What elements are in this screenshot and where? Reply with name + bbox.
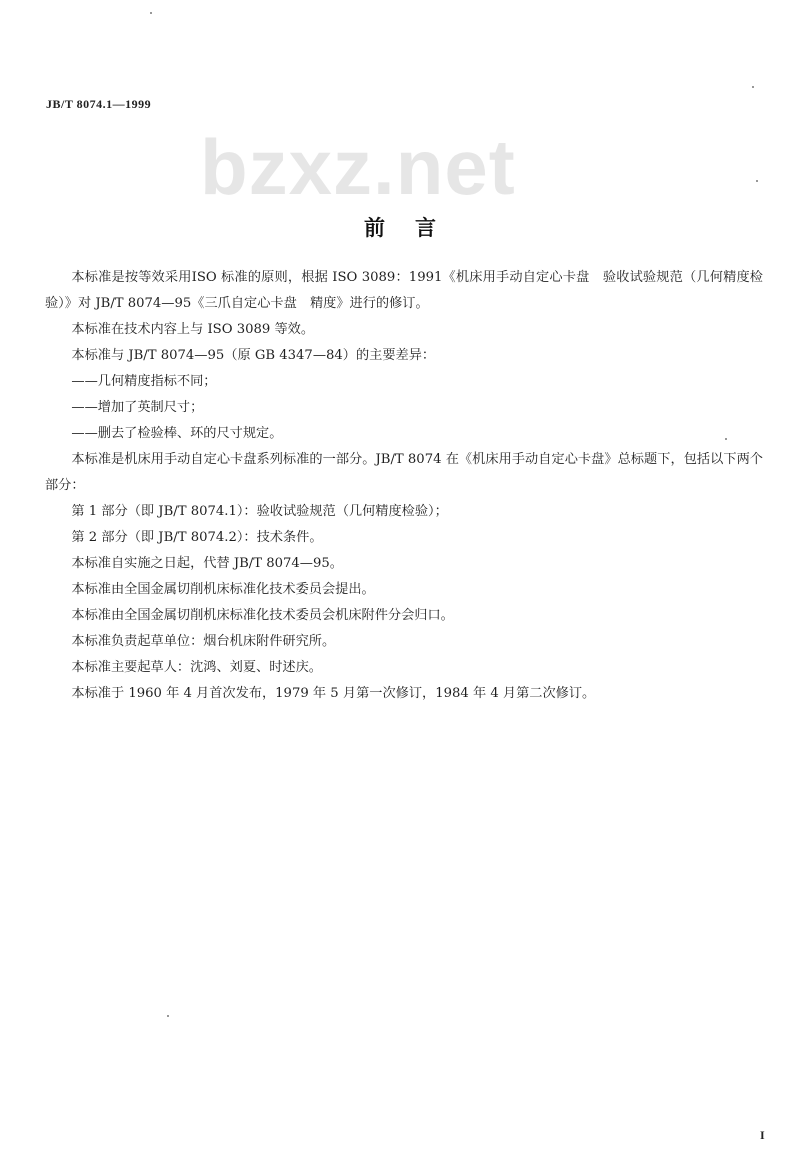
paragraph-part-1: 第 1 部分（即 JB/T 8074.1）：验收试验规范（几何精度检验）； xyxy=(71,504,448,519)
page-title: 前言 xyxy=(364,215,466,240)
paragraph-equivalence: 本标准在技术内容上与 ISO 3089 等效。 xyxy=(71,322,315,337)
page-number: I xyxy=(760,1128,765,1142)
standard-code: JB/T 8074.1—1999 xyxy=(46,97,152,111)
watermark: bzxz.net xyxy=(200,123,516,211)
paragraph-basis: 本标准是按等效采用ISO 标准的原则，根据 ISO 3089：1991《机床用手动自定心卡盘 验收试验规范（几何精度检验）》对 JB/T 8074—95《三爪自定心卡盘 精度》进行的修订。 xyxy=(45,270,763,311)
paragraph-series: 本标准是机床用手动自定心卡盘系列标准的一部分。JB/T 8074 在《机床用手动自定心卡盘》总标题下，包括以下两个部分： xyxy=(45,452,763,493)
paragraph-history: 本标准于 1960 年 4 月首次发布，1979 年 5 月第一次修订，1984 年 4 月第二次修订。 xyxy=(71,686,596,701)
list-item: ——几何精度指标不同； xyxy=(71,374,217,389)
paragraph-replaces: 本标准自实施之日起，代替 JB/T 8074—95。 xyxy=(71,556,343,571)
foreword-body xyxy=(45,265,763,707)
scan-speck xyxy=(752,86,754,88)
list-item: ——增加了英制尺寸； xyxy=(71,400,204,415)
list-item: ——删去了检验棒、环的尺寸规定。 xyxy=(71,426,283,441)
paragraph-differences: 本标准与 JB/T 8074—95（原 GB 4347—84）的主要差异： xyxy=(71,348,436,363)
paragraph-proposed-by: 本标准由全国金属切削机床标准化技术委员会提出。 xyxy=(71,582,375,597)
paragraph-part-2: 第 2 部分（即 JB/T 8074.2）：技术条件。 xyxy=(71,530,323,545)
scan-speck xyxy=(756,180,758,182)
scan-speck xyxy=(725,438,727,440)
scan-speck xyxy=(150,12,152,14)
paragraph-drafting-unit: 本标准负责起草单位：烟台机床附件研究所。 xyxy=(71,634,336,649)
paragraph-drafters: 本标准主要起草人：沈鸿、刘夏、时述庆。 xyxy=(71,660,322,675)
paragraph-centralized-by: 本标准由全国金属切削机床标准化技术委员会机床附件分会归口。 xyxy=(71,608,454,623)
scan-speck xyxy=(167,1015,169,1017)
